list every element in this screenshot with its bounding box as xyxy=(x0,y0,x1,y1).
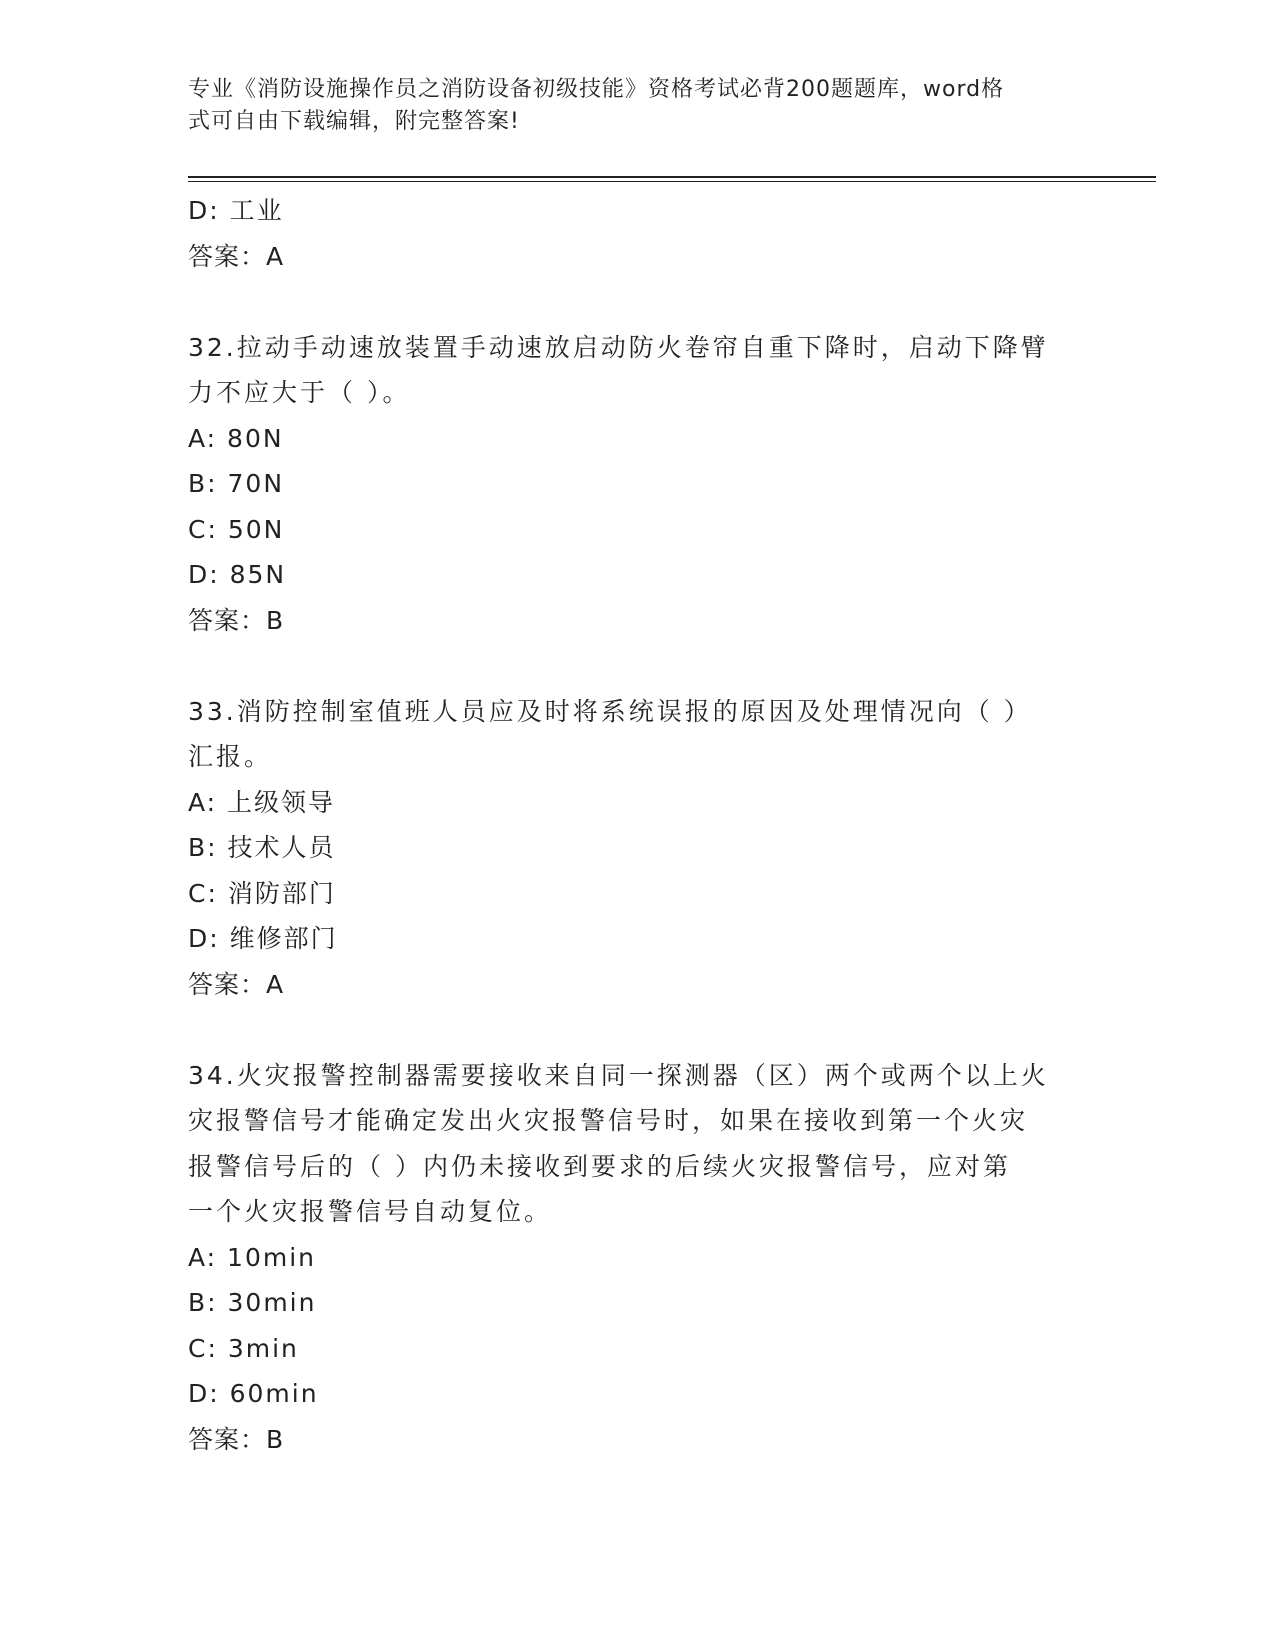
spacer xyxy=(188,643,1088,689)
question-text-line: 力不应大于（ ）。 xyxy=(188,378,411,407)
question-text-line: 一个火灾报警信号自动复位。 xyxy=(188,1197,553,1226)
question-text-line: 33.消防控制室值班人员应及时将系统误报的原因及处理情况向（ ） xyxy=(188,696,1032,726)
answer-line: 答案：B xyxy=(188,1424,285,1454)
question-text-line: 32.拉动手动速放装置手动速放启动防火卷帘自重下降时，启动下降臂 xyxy=(188,332,1049,362)
option-d: D: 85N xyxy=(188,560,287,589)
option-a: A: 10min xyxy=(188,1242,316,1272)
option-c: C: 50N xyxy=(188,514,285,544)
question-text-line: 34.火灾报警控制器需要接收来自同一探测器（区）两个或两个以上火 xyxy=(188,1060,1049,1090)
option-d: D: 工业 xyxy=(188,196,284,225)
answer-line: 答案：A xyxy=(188,241,285,271)
answer-line: 答案：A xyxy=(188,969,285,999)
document-header xyxy=(188,74,1068,138)
answer-line: 答案：B xyxy=(188,605,285,635)
option-b: B: 70N xyxy=(188,469,285,498)
previous-question-tail xyxy=(188,188,1088,279)
question-list xyxy=(188,188,1088,1462)
question-text-line: 报警信号后的（ ）内仍未接收到要求的后续火灾报警信号，应对第 xyxy=(188,1151,1011,1181)
option-b: B: 30min xyxy=(188,1288,317,1317)
option-a: A: 上级领导 xyxy=(188,787,336,817)
option-b: B: 技术人员 xyxy=(188,833,336,862)
question-34 xyxy=(188,1053,1088,1463)
question-text-line: 汇报。 xyxy=(188,742,273,771)
question-33 xyxy=(188,689,1088,1008)
question-32 xyxy=(188,325,1088,644)
header-divider-thick xyxy=(188,176,1156,178)
spacer xyxy=(188,279,1088,325)
header-line-2: 式可自由下载编辑，附完整答案! xyxy=(188,109,520,134)
option-d: D: 60min xyxy=(188,1379,319,1408)
option-c: C: 3min xyxy=(188,1333,299,1363)
option-d: D: 维修部门 xyxy=(188,924,338,953)
option-c: C: 消防部门 xyxy=(188,878,336,908)
option-a: A: 80N xyxy=(188,423,284,453)
header-line-1: 专业《消防设施操作员之消防设备初级技能》资格考试必背200题题库，word格 xyxy=(188,77,1005,102)
question-text-line: 灾报警信号才能确定发出火灾报警信号时，如果在接收到第一个火灾 xyxy=(188,1106,1029,1135)
spacer xyxy=(188,1007,1088,1053)
header-divider-thin xyxy=(188,181,1156,182)
